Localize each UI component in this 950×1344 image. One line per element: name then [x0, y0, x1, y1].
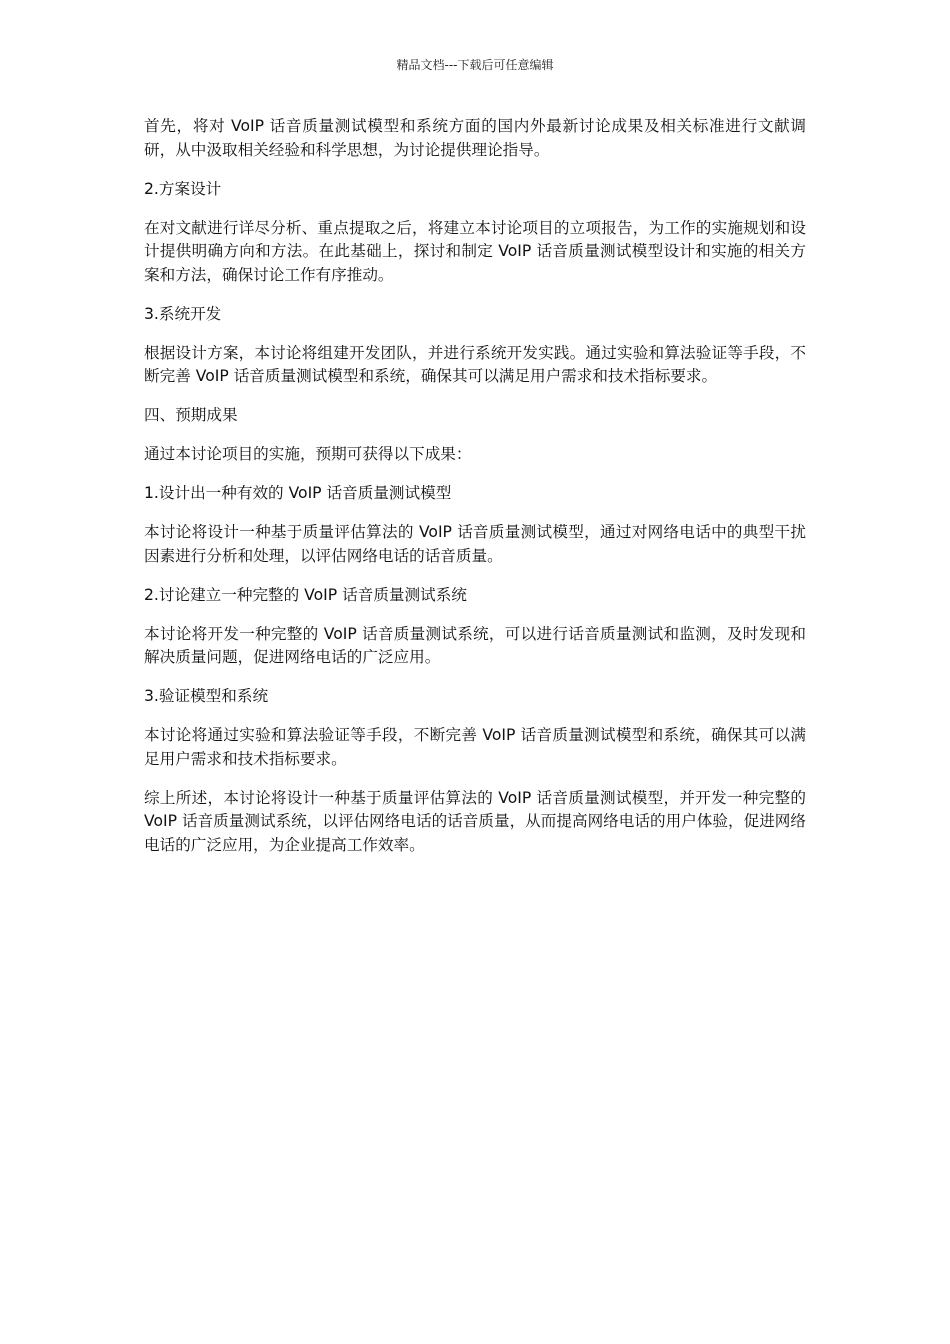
intro-paragraph: 首先，将对 VoIP 话音质量测试模型和系统方面的国内外最新讨论成果及相关标准进行文献调研，从中汲取相关经验和科学思想，为讨论提供理论指导。 [144, 117, 806, 159]
page-header: 精品文档---下载后可任意编辑 [396, 58, 554, 72]
section-heading-expected-results: 四、预期成果 [144, 406, 238, 424]
result-paragraph-system: 本讨论将开发一种完整的 VoIP 话音质量测试系统，可以进行话音质量测试和监测，及时发现和解决质量问题，促进网络电话的广泛应用。 [144, 624, 806, 666]
summary-paragraph: 综上所述，本讨论将设计一种基于质量评估算法的 VoIP 话音质量测试模型，并开发一种完整的 VoIP 话音质量测试系统，以评估网络电话的话音质量，从而提高网络电话的用户体验，促进网络电话的广泛应用，为企业提高工作效率。 [144, 788, 806, 854]
result-heading-validation: 3.验证模型和系统 [144, 687, 269, 705]
result-heading-model: 1.设计出一种有效的 VoIP 话音质量测试模型 [144, 484, 452, 502]
document-body [144, 115, 806, 873]
expected-results-intro: 通过本讨论项目的实施，预期可获得以下成果： [144, 445, 472, 463]
development-paragraph: 根据设计方案，本讨论将组建开发团队，并进行系统开发实践。通过实验和算法验证等手段，不断完善 VoIP 话音质量测试模型和系统，确保其可以满足用户需求和技术指标要求。 [144, 343, 806, 385]
result-heading-system: 2.讨论建立一种完整的 VoIP 话音质量测试系统 [144, 585, 467, 604]
section-heading-design: 2.方案设计 [144, 179, 222, 198]
design-paragraph: 在对文献进行详尽分析、重点提取之后，将建立本讨论项目的立项报告，为工作的实施规划和设计提供明确方向和方法。在此基础上，探讨和制定 VoIP 话音质量测试模型设计和实施的相关方案和方法，确保讨论工作有序推动。 [144, 218, 806, 284]
result-paragraph-model: 本讨论将设计一种基于质量评估算法的 VoIP 话音质量测试模型，通过对网络电话中的典型干扰因素进行分析和处理，以评估网络电话的话音质量。 [144, 523, 806, 565]
section-heading-development: 3.系统开发 [144, 304, 222, 323]
result-paragraph-validation: 本讨论将通过实验和算法验证等手段，不断完善 VoIP 话音质量测试模型和系统，确保其可以满足用户需求和技术指标要求。 [144, 726, 806, 768]
